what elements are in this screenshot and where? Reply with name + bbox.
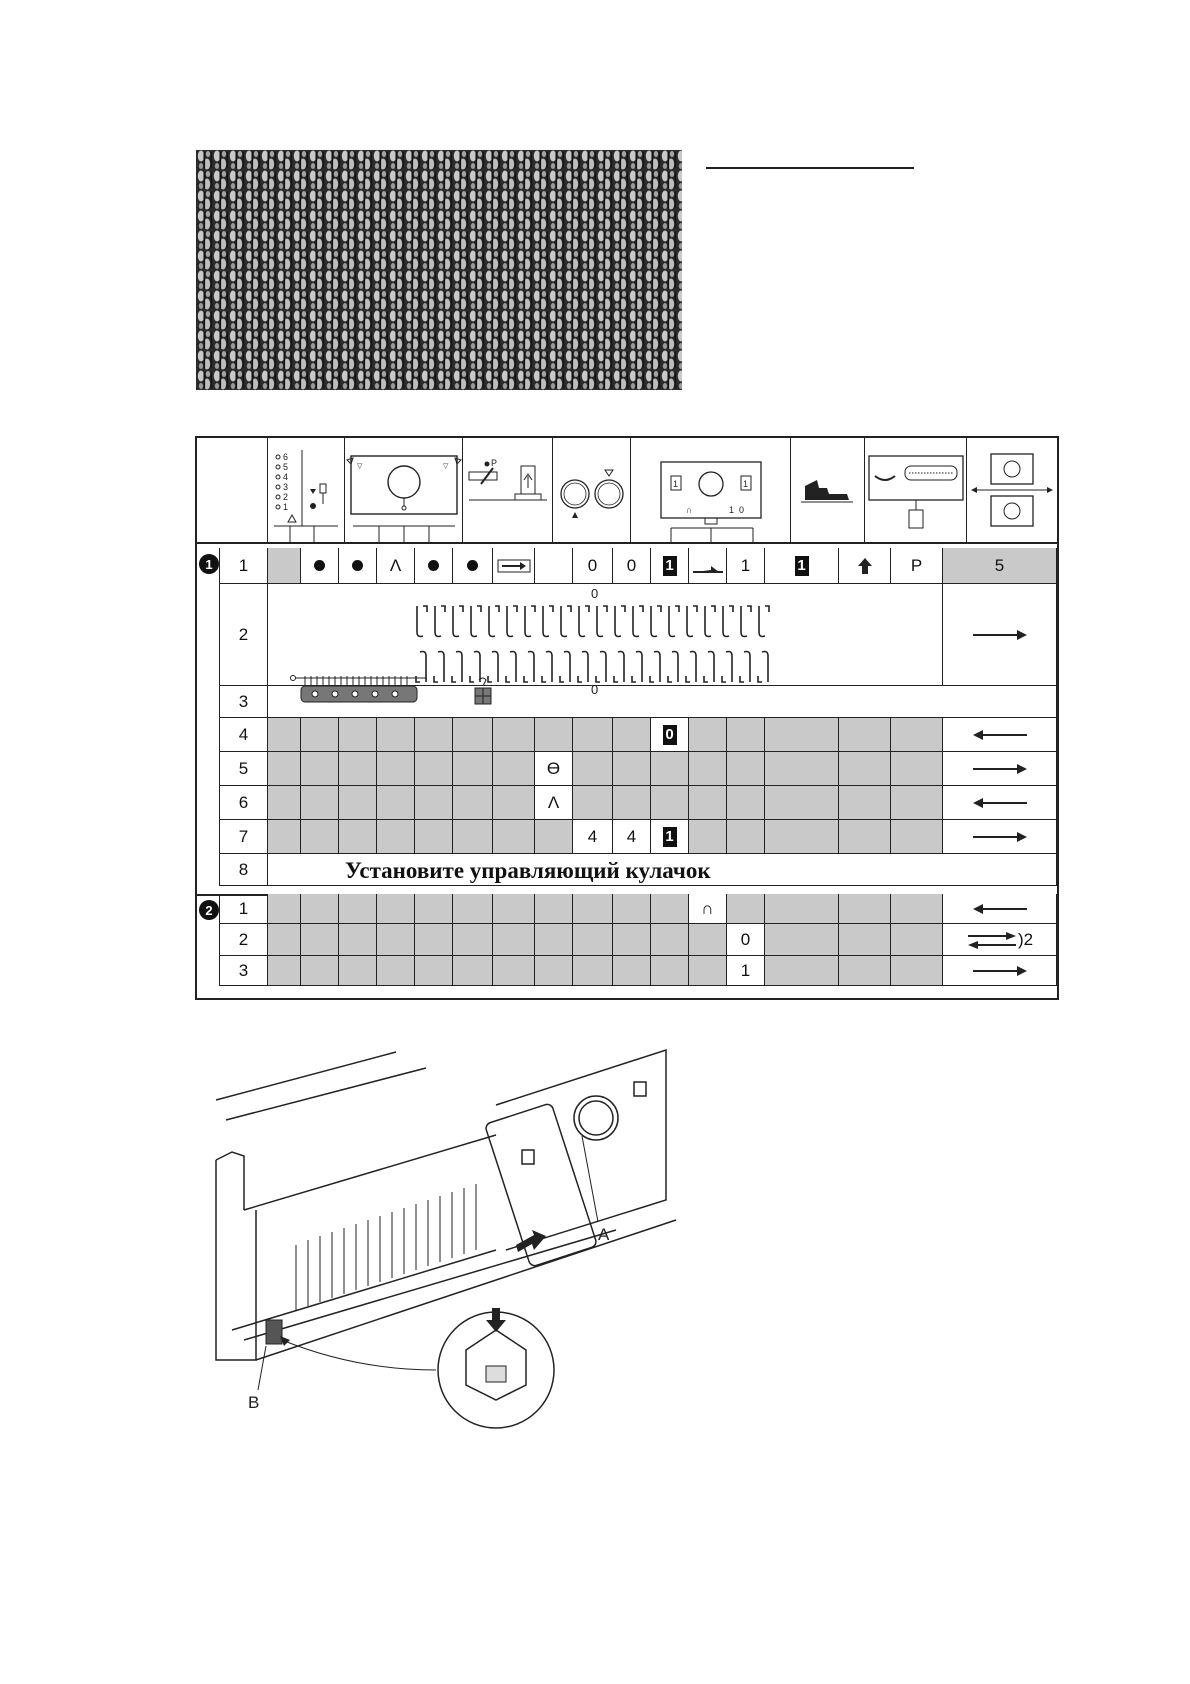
row-2-1-cell-6 (493, 894, 535, 924)
yarn-guide-icon (967, 438, 1057, 542)
row-1-3-label: 3 (219, 686, 268, 718)
row-2-1-cell-14 (839, 894, 891, 924)
row-1-1-cell-7 (535, 548, 573, 584)
row-1-5-arrow-right (971, 762, 1029, 776)
row-2-3-cell-10 (651, 956, 689, 986)
row-2-2-cell-3 (377, 924, 415, 956)
row-2-1-cell-3 (377, 894, 415, 924)
r1-c12: 1 (740, 555, 751, 575)
row-1-1-cell-5 (453, 548, 493, 584)
row-1-1-cell-2 (339, 548, 377, 584)
row-2-3-cell-5 (453, 956, 493, 986)
row-2-1-cell-1 (301, 894, 339, 924)
row-2-2-cell-14 (839, 924, 891, 956)
dot-c2 (352, 560, 363, 571)
back-needle (561, 606, 571, 637)
row-1-6-cell-3 (377, 786, 415, 820)
row-1-4-cell-1 (301, 718, 339, 752)
row-1-4-cell-5 (453, 718, 493, 752)
back-needle (669, 606, 679, 637)
ribber-n-label: ∩ (686, 505, 693, 515)
row-1-4-cell-0 (268, 718, 301, 752)
row-1-7-cell-14 (839, 820, 891, 854)
row-2-2-cell-6 (493, 924, 535, 956)
tension-dial-scale-icon (268, 438, 345, 542)
front-needle (614, 652, 624, 683)
scale-4: 4 (283, 472, 289, 482)
svg-text:1: 1 (743, 479, 749, 489)
needle-top-zero: 0 (591, 588, 599, 601)
back-needle (525, 606, 535, 637)
back-needle (579, 606, 589, 637)
row-1-5-cell-14 (839, 752, 891, 786)
row-1-4-cell-10 (651, 718, 689, 752)
row-1-7-cell-12 (727, 820, 765, 854)
r5-c7: ϴ (546, 758, 561, 778)
title-underline (706, 167, 914, 169)
back-needle (471, 606, 481, 637)
row-1-5-cell-15 (891, 752, 943, 786)
row-1-6-cell-13 (765, 786, 839, 820)
row-1-1-cell-6 (493, 548, 535, 584)
row-1-5-cell-11 (689, 752, 727, 786)
row-1-1-cell-9 (613, 548, 651, 584)
row-1-7-arrow-right (971, 830, 1029, 844)
row-1-4-cell-6 (493, 718, 535, 752)
p-lever-label: P (491, 458, 498, 468)
row-1-6-cell-5 (453, 786, 493, 820)
row-2-1-cell-7 (535, 894, 573, 924)
yarn-guide-svg (967, 438, 1057, 542)
knitting-chart (195, 436, 1059, 1000)
row-2-3-cell-11 (689, 956, 727, 986)
row-1-6-cell-9 (613, 786, 651, 820)
row-2-2-cell-4 (415, 924, 453, 956)
row-counter-dials-icon (553, 438, 631, 542)
svg-text:▽: ▽ (357, 463, 363, 470)
row-1-6-cell-2 (339, 786, 377, 820)
back-needle (759, 606, 769, 637)
front-needle (722, 652, 732, 683)
instruction-set-cam: Установите управляющий кулачок (345, 858, 711, 883)
row-1-7-cell-0 (268, 820, 301, 854)
row-2-3-cell-6 (493, 956, 535, 986)
row-1-4-cell-15 (891, 718, 943, 752)
p-lever-icon (463, 438, 553, 542)
back-needle (615, 606, 625, 637)
back-needle (633, 606, 643, 637)
row-2-1-label: 1 (219, 894, 268, 924)
row-1-1-cell-16 (943, 548, 1057, 584)
back-needle (705, 606, 715, 637)
row-1-7-cell-8 (573, 820, 613, 854)
dot-c4 (428, 560, 439, 571)
front-needle (704, 652, 714, 683)
front-needle (596, 652, 606, 683)
back-needle (687, 606, 697, 637)
row-1-6-cell-6 (493, 786, 535, 820)
row-2-3-label: 3 (219, 956, 268, 986)
r1-c9: 0 (626, 555, 637, 575)
row-1-6-cell-7 (535, 786, 573, 820)
row-2-1-cell-10 (651, 894, 689, 924)
row-1-4-cell-2 (339, 718, 377, 752)
row-2-1-direction (943, 894, 1057, 924)
row-1-7-cell-11 (689, 820, 727, 854)
counter-dials-svg (553, 438, 631, 542)
row-2-2-double-arrow (966, 930, 1033, 950)
front-needle (740, 652, 750, 683)
back-needle (435, 606, 445, 637)
s2-r2-c12: 0 (740, 929, 751, 949)
row-1-1-label: 1 (219, 548, 268, 584)
row-1-5-cell-9 (613, 752, 651, 786)
row-2-3-cell-14 (839, 956, 891, 986)
row-2-2-cell-10 (651, 924, 689, 956)
row-1-4-label: 4 (219, 718, 268, 752)
row-1-4-cell-7 (535, 718, 573, 752)
svg-text:▽: ▽ (443, 463, 449, 470)
ribber-weight-icon (865, 438, 967, 542)
row-2-2-cell-8 (573, 924, 613, 956)
row-2-3-cell-4 (415, 956, 453, 986)
front-needle (686, 652, 696, 683)
row-1-2-direction (943, 584, 1057, 686)
row-1-7-cell-5 (453, 820, 493, 854)
row-2-1-cell-9 (613, 894, 651, 924)
row-2-2-cell-11 (689, 924, 727, 956)
row-1-5-cell-7 (535, 752, 573, 786)
row-1-7-cell-1 (301, 820, 339, 854)
row-1-7-label: 7 (219, 820, 268, 854)
row-1-1-cell-13 (765, 548, 839, 584)
r1-c6-lever-arrow (497, 559, 531, 573)
back-needle (741, 606, 751, 637)
scale-6: 6 (283, 452, 289, 462)
r1-c14-up-arrow (855, 556, 875, 576)
row-1-1-cell-0 (268, 548, 301, 584)
row-2-2-direction (943, 924, 1057, 956)
ribber-carriage-icon (631, 438, 791, 542)
row-2-1-cell-2 (339, 894, 377, 924)
scale-5: 5 (283, 462, 289, 472)
row-2-1-cell-13 (765, 894, 839, 924)
row-1-7-cell-7 (535, 820, 573, 854)
row-1-6-cell-0 (268, 786, 301, 820)
machine-illustration (196, 1040, 680, 1445)
row-1-5-cell-6 (493, 752, 535, 786)
ribber-lever-left: 1 (673, 479, 679, 489)
row-2-3-cell-0 (268, 956, 301, 986)
tension-scale-svg (268, 438, 345, 542)
row-1-1-cell-10 (651, 548, 689, 584)
row-1-5-cell-3 (377, 752, 415, 786)
label-b: B (248, 1393, 260, 1412)
row-1-6-cell-10 (651, 786, 689, 820)
row-2-1-cell-8 (573, 894, 613, 924)
r1-c8: 0 (587, 555, 598, 575)
row-1-6-cell-14 (839, 786, 891, 820)
double-arrow-icon (966, 930, 1018, 950)
row-1-1-cell-15 (891, 548, 943, 584)
row-1-1-cell-14 (839, 548, 891, 584)
row-1-1-cell-12 (727, 548, 765, 584)
header-divider (197, 542, 1057, 544)
row-1-2-arrow-right (971, 628, 1029, 642)
row-2-2-cell-13 (765, 924, 839, 956)
row-1-6-direction (943, 786, 1057, 820)
r6-c7: Λ (547, 792, 560, 812)
row-1-5-cell-10 (651, 752, 689, 786)
row-2-3-cell-12 (727, 956, 765, 986)
row-1-7-cell-15 (891, 820, 943, 854)
section-2-badge: 2 (199, 900, 219, 920)
front-needle (578, 652, 588, 683)
back-needle (597, 606, 607, 637)
header-blank (197, 438, 268, 542)
row-2-2-cell-2 (339, 924, 377, 956)
row-1-8-label: 8 (219, 854, 268, 886)
row-1-7-cell-10 (651, 820, 689, 854)
r1-c11-ribber-lever (691, 558, 725, 574)
ribber-1-label: 1 (729, 505, 735, 515)
row-2-2-cell-1 (301, 924, 339, 956)
row-2-1-cell-5 (453, 894, 493, 924)
scale-2: 2 (283, 492, 289, 502)
row-2-3-cell-2 (339, 956, 377, 986)
back-needle (489, 606, 499, 637)
row-1-4-arrow-left (971, 728, 1029, 742)
row-1-7-cell-9 (613, 820, 651, 854)
front-needle (542, 652, 552, 683)
row-1-4-cell-9 (613, 718, 651, 752)
p-lever-svg (463, 438, 553, 542)
row-2-1-cell-15 (891, 894, 943, 924)
row-1-1-cell-1 (301, 548, 339, 584)
row-2-2-label: 2 (219, 924, 268, 956)
s2-r3-c12: 1 (740, 960, 751, 980)
r1-c13: 1 (795, 556, 809, 576)
r4-c10: 0 (663, 725, 677, 745)
row-1-4-cell-8 (573, 718, 613, 752)
row-2-2-cell-9 (613, 924, 651, 956)
row-1-4-cell-14 (839, 718, 891, 752)
row-1-4-cell-4 (415, 718, 453, 752)
row-2-1-cell-0 (268, 894, 301, 924)
row-1-6-cell-15 (891, 786, 943, 820)
scale-3: 3 (283, 482, 289, 492)
row-1-5-label: 5 (219, 752, 268, 786)
back-needle (453, 606, 463, 637)
row-1-7-cell-4 (415, 820, 453, 854)
row-1-6-cell-4 (415, 786, 453, 820)
back-needle (651, 606, 661, 637)
back-needle (723, 606, 733, 637)
row-2-2-cell-0 (268, 924, 301, 956)
row-1-5-cell-5 (453, 752, 493, 786)
label-a: A (598, 1225, 610, 1244)
r7-c8: 4 (587, 826, 598, 846)
row-1-5-cell-8 (573, 752, 613, 786)
row-1-4-cell-12 (727, 718, 765, 752)
front-needle (650, 652, 660, 683)
row-1-6-label: 6 (219, 786, 268, 820)
row-1-5-cell-12 (727, 752, 765, 786)
row-2-2-cell-7 (535, 924, 573, 956)
repeat-count: )2 (1017, 929, 1034, 949)
row-2-1-cell-12 (727, 894, 765, 924)
row-1-2-label: 2 (219, 584, 268, 686)
r1-c10: 1 (663, 556, 677, 576)
row-2-1-arrow-left (971, 902, 1029, 916)
row-1-1-cell-4 (415, 548, 453, 584)
row-1-5-cell-13 (765, 752, 839, 786)
front-needle (668, 652, 678, 683)
r1-c16: 5 (994, 555, 1005, 575)
row-2-3-cell-13 (765, 956, 839, 986)
row-1-1-cell-11 (689, 548, 727, 584)
row-1-7-cell-3 (377, 820, 415, 854)
row-2-2-cell-15 (891, 924, 943, 956)
row-2-1-cell-4 (415, 894, 453, 924)
front-needle (758, 652, 768, 683)
knitting-machine-drawing (196, 1040, 680, 1445)
row-1-1-cell-3 (377, 548, 415, 584)
row-2-3-cell-3 (377, 956, 415, 986)
row-1-5-cell-4 (415, 752, 453, 786)
knit-fabric-photo (196, 150, 682, 390)
front-needle (560, 652, 570, 683)
row-2-2-cell-5 (453, 924, 493, 956)
row-1-6-cell-8 (573, 786, 613, 820)
dot-c1 (314, 560, 325, 571)
back-needle (507, 606, 517, 637)
fabric-texture (196, 150, 682, 390)
ribber-carriage-svg (631, 438, 791, 542)
row-2-3-cell-15 (891, 956, 943, 986)
back-needle (417, 606, 427, 637)
row-1-6-cell-12 (727, 786, 765, 820)
row-2-3-cell-9 (613, 956, 651, 986)
scale-1: 1 (283, 502, 289, 512)
ribber-0-label: 0 (739, 505, 745, 515)
r7-c10: 1 (663, 827, 677, 847)
row-1-6-arrow-left (971, 796, 1029, 810)
ribber-weight-svg (865, 438, 967, 542)
s2-r1-c11: ∩ (701, 898, 714, 918)
ribber-arm-icon (791, 438, 865, 542)
front-needle (632, 652, 642, 683)
row-1-5-cell-0 (268, 752, 301, 786)
r1-c15: P (910, 555, 923, 575)
row-1-7-cell-6 (493, 820, 535, 854)
row-2-3-direction (943, 956, 1057, 986)
ribber-arm-svg (791, 438, 865, 542)
row-1-5-cell-2 (339, 752, 377, 786)
back-needle (543, 606, 553, 637)
row-2-1-cell-11 (689, 894, 727, 924)
row-1-5-direction (943, 752, 1057, 786)
row-1-6-cell-1 (301, 786, 339, 820)
section-1-badge: 1 (199, 554, 219, 574)
row-1-6-cell-11 (689, 786, 727, 820)
row-2-2-cell-12 (727, 924, 765, 956)
carriage-dial-svg (345, 438, 463, 542)
row-2-3-cell-1 (301, 956, 339, 986)
chart-header (197, 438, 1057, 542)
row-1-7-cell-13 (765, 820, 839, 854)
cast-on-comb-icon (287, 672, 527, 712)
needle-bottom-zero: 0 (591, 682, 599, 697)
row-2-3-arrow-right (971, 964, 1029, 978)
row-1-1-cell-8 (573, 548, 613, 584)
row-1-7-direction (943, 820, 1057, 854)
row-1-5-cell-1 (301, 752, 339, 786)
row-2-3-cell-8 (573, 956, 613, 986)
row-1-4-cell-13 (765, 718, 839, 752)
row-1-4-cell-3 (377, 718, 415, 752)
carriage-cam-dial-icon (345, 438, 463, 542)
row-2-3-cell-7 (535, 956, 573, 986)
row-1-4-direction (943, 718, 1057, 752)
row-1-7-cell-2 (339, 820, 377, 854)
r7-c9: 4 (626, 826, 637, 846)
row-1-4-cell-11 (689, 718, 727, 752)
dot-c5 (467, 560, 478, 571)
r1-c3: Λ (389, 555, 402, 575)
